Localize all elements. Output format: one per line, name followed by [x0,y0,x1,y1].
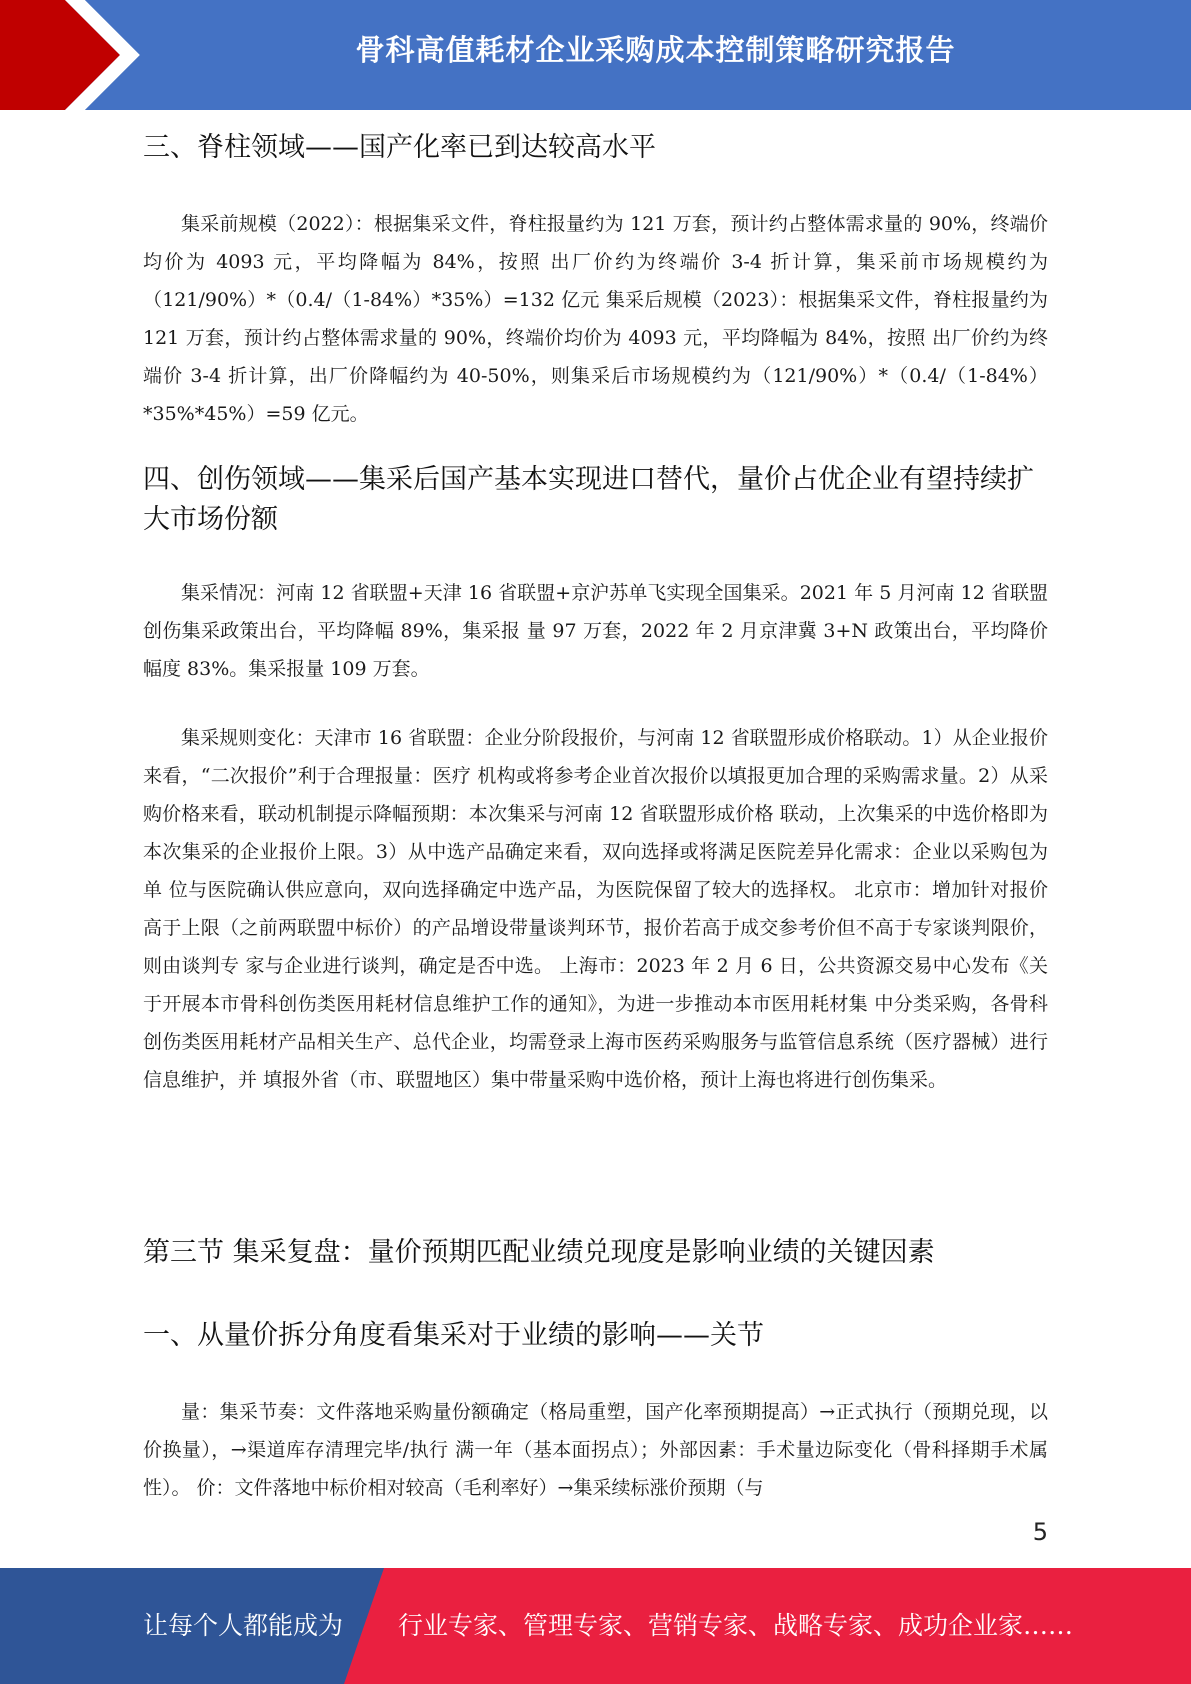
page-header [0,0,1191,110]
paragraph-joint-volume-price: 量：集采节奏：文件落地采购量份额确定（格局重塑，国产化率预期提高）→正式执行（预期兑现，以价换量），→渠道库存清理完毕/执行 满一年（基本面拐点）；外部因素：手术量边际变化（骨科择期手术属性）。 价：文件落地中标价相对较高（毛利率好）→集采续标涨价预期（与 [143,1401,1048,1499]
section-heading-trauma: 四、创伤领域——集采后国产基本实现进口替代，量价占优企业有望持续扩大市场份额 [143,464,1034,535]
header-title: 骨科高值耗材企业采购成本控制策略研究报告 [355,33,956,67]
page-footer [0,1568,1191,1684]
paragraph-trauma-situation: 集采情况：河南 12 省联盟+天津 16 省联盟+京沪苏单飞实现全国集采。2021 年 5 月河南 12 省联盟创伤集采政策出台，平均降幅 89%，集采报 量 97 万套，2022 年 2 月京津冀 3+N 政策出台，平均降价幅度 83%。集采报量 109 万套。 [143,582,1048,680]
section-heading-joint: 一、从量价拆分角度看集采对于业绩的影响——关节 [143,1320,764,1351]
footer-slogan-right: 行业专家、管理专家、营销专家、战略专家、成功企业家…… [398,1611,1074,1640]
chapter-heading: 第三节 集采复盘：量价预期匹配业绩兑现度是影响业绩的关键因素 [143,1237,935,1268]
page-number: 5 [1032,1518,1048,1546]
section-heading-spine: 三、脊柱领域——国产化率已到达较高水平 [143,132,656,163]
footer-slogan-left: 让每个人都能成为 [143,1611,344,1640]
paragraph-trauma-rules: 集采规则变化：天津市 16 省联盟：企业分阶段报价，与河南 12 省联盟形成价格联动。1）从企业报价来看，“二次报价”利于合理报量：医疗 机构或将参考企业首次报价以填报更加合理的采购需求量。2）从采购价格来看，联动机制提示降幅预期：本次集采与河南 12 省联盟形成价格 联动，上次集采的中选价格即为本次集采的企业报价上限。3）从中选产品确定来看，双向选择或将满足医院差异化需求：企业以采购包为单 位与医院确认供应意向，双向选择确定中选产品，为医院保留了较大的选择权。 北京市：增加针对报价高于上限（之前两联盟中标价）的产品增设带量谈判环节，报价若高于成交参考价但不高于专家谈判限价，则由谈判专 家与企业进行谈判，确定是否中选。 上海市：2023 年 2 月 6 日，公共资源交易中心发布《关于开展本市骨科创伤类医用耗材信息维护工作的通知》，为进一步推动本市医用耗材集 中分类采购，各骨科创伤类医用耗材产品相关生产、总代企业，均需登录上海市医药采购服务与监管信息系统（医疗器械）进行信息维护，并 填报外省（市、联盟地区）集中带量采购中选价格，预计上海也将进行创伤集采。 [143,727,1048,1091]
header-arrow-decoration [0,0,160,110]
paragraph-spine-scale: 集采前规模（2022）：根据集采文件，脊柱报量约为 121 万套，预计约占整体需求量的 90%，终端价均价为 4093 元，平均降幅为 84%，按照 出厂价约为终端价 3-4 折计算，集采前市场规模约为（121/90%）*（0.4/（1-84%）*35%）=132 亿元 集采后规模（2023）：根据集采文件，脊柱报量约为 121 万套，预计约占整体需求量的 90%，终端价均价为 4093 元，平均降幅为 84%，按照 出厂价约为终端价 3-4 折计算，出厂价降幅约为 40-50%，则集采后市场规模约为（121/90%）*（0.4/（1-84%）*35%*45%）=59 亿元。 [143,213,1048,425]
